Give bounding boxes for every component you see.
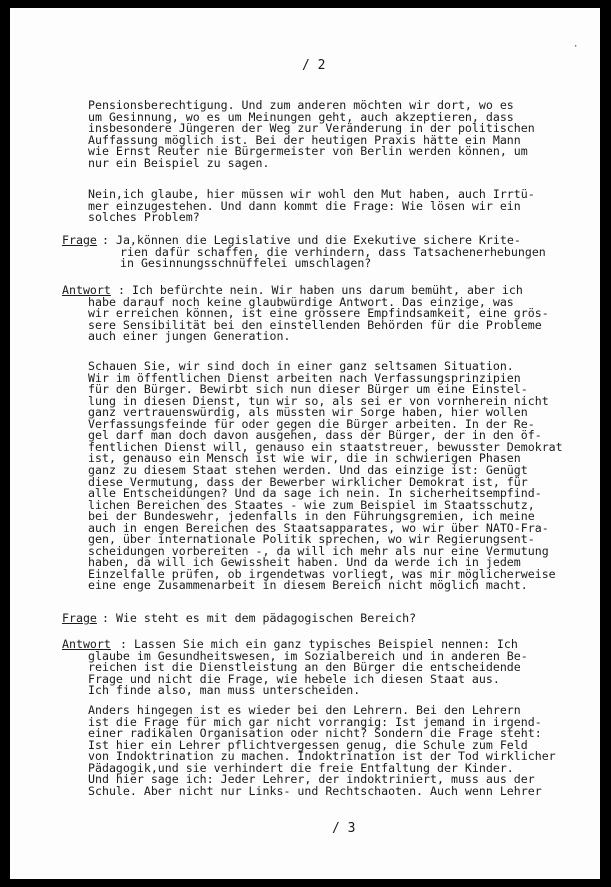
text-line: in Gesinnungsschnüffelei umschlagen?	[120, 256, 372, 271]
text-line: rien dafür schaffen, die verhindern, dass Tatsachenerhebungen	[120, 244, 546, 259]
text-line: alle Entscheidungen? Und da sage ich nein. In sicherheitsempfind-	[88, 486, 542, 501]
text-line: auch einer jungen Generation.	[88, 329, 291, 344]
text-line: Ist hier ein Lehrer pflichtvergessen genug, die Schule zum Feld	[88, 737, 528, 752]
text-line: reichen ist die Dienstleistung an den Bürger die entscheidende	[88, 660, 521, 675]
text-line: scheidungen vorbereiten -, da will ich mehr als nur eine Vermutung	[88, 543, 549, 558]
text-line: haben, da will ich Gewissheit haben. Und da werde ich in jedem	[88, 555, 521, 570]
text-line: Auffassung möglich ist. Bei der heutigen Praxis hätte ein Mann	[88, 132, 521, 147]
document-page	[10, 8, 600, 879]
text-line: um Gesinnung, wo es um Meinungen geht, auch akzeptieren, dass	[88, 109, 514, 124]
text-line: insbesondere Jüngeren der Weg zur Veränderung in der politischen	[88, 121, 535, 136]
text-line: Verfassungsfeinde für oder gegen die Bürger arbeiten. In der Re-	[88, 416, 535, 431]
answer-label: Antwort	[62, 283, 111, 297]
text-line: von Indoktrination zu machen. Indoktrination ist der Tod wirklicher	[88, 749, 556, 764]
text-line: Pädagogik,und sie verhindert die freie Entfaltung der Kinder.	[88, 760, 514, 775]
text-line: Ich finde also, man muss unterscheiden.	[88, 683, 361, 698]
text-line: eine enge Zusammenarbeit in diesem Bereich nicht möglich macht.	[88, 578, 528, 593]
text-line: : Ja,können die Legislative und die Exekutive sichere Krite-	[102, 233, 521, 247]
question-label: Frage	[62, 611, 97, 625]
text-line: : Lassen Sie mich ein ganz typisches Beispiel nennen: Ich	[120, 637, 518, 651]
answer-label: Antwort	[62, 637, 111, 651]
question-label: Frage	[62, 233, 97, 247]
text-line: gen, über internationale Politik sprechen, wo wir Regierungsent-	[88, 532, 535, 547]
text-line: lichen Bereichen des Staates - wie zum Beispiel im Staatsschutz,	[88, 497, 535, 512]
text-line: : Ich befürchte nein. Wir haben uns darum bemüht, aber ich	[118, 283, 523, 297]
text-line: Schule. Aber nicht nur Links- und Rechtschaoten. Auch wenn Lehrer	[88, 783, 542, 798]
text-line: Einzelfalle prüfen, ob irgendetwas vorliegt, was mir möglicherweise	[88, 566, 556, 581]
text-line: bei der Bundeswehr, jedenfalls in den Führungsgremien, ich meine	[88, 509, 535, 524]
text-line: ist, genauso ein Mensch ist wie wir, die in schwierigen Phasen	[88, 451, 521, 466]
text-line: solches Problem?	[88, 210, 200, 225]
text-line: ganz zu diesem Staat stehen werden. Und das einzige ist: Genügt	[88, 462, 528, 477]
text-line: nur ein Beispiel zu sagen.	[88, 155, 270, 170]
text-line: Schauen Sie, wir sind doch in einer ganz seltsamen Situation.	[88, 359, 514, 373]
text-line: ganz vertrauenswürdig, als müssten wir Sorge haben, hier wollen	[88, 405, 528, 420]
text-line: wir erreichen können, ist eine grössere Empfindsamkeit, eine grös-	[88, 306, 549, 321]
text-line: mer einzugestehen. Und dann kommt die Frage: Wie lösen wir ein	[88, 198, 521, 213]
text-line: für den Bürger. Bewirbt sich nun dieser Bürger um eine Einstel-	[88, 382, 528, 397]
text-line: Frage und nicht die Frage, wie hebele ich diesen Staat aus.	[88, 671, 500, 686]
text-line: auch in engen Bereichen des Staatsapparates, wo wir über NATO-Fra-	[88, 520, 549, 535]
text-line: Anders hingegen ist es wieder bei den Lehrern. Bei den Lehrern	[88, 703, 521, 717]
text-line: gel darf man doch davon ausgehen, dass der Bürger, der in den öf-	[88, 428, 542, 443]
scan-mark: ·	[573, 42, 579, 52]
text-line: fentlichen Dienst will, genauso ein staatstreuer, bewusster Demokrat	[88, 439, 563, 454]
page-number-footer: / 3	[332, 821, 356, 836]
text-line: Und hier sage ich: Jeder Lehrer, der indoktriniert, muss aus der	[88, 772, 535, 787]
text-line: Wir im öffentlichen Dienst arbeiten nach Verfassungsprinzipien	[88, 370, 521, 385]
text-line: wie Ernst Reuter nie Bürgermeister von Berlin werden können, um	[88, 144, 528, 159]
text-line: : Wie steht es mit dem pädagogischen Bereich?	[102, 611, 417, 625]
text-line: diese Vermutung, dass der Bewerber wirklicher Demokrat ist, für	[88, 474, 528, 489]
text-line: Pensionsberechtigung. Und zum anderen möchten wir dort, wo es	[88, 98, 514, 112]
text-line: lung in diesen Dienst, tun wir so, als sei er von vornherein nicht	[88, 393, 549, 408]
text-line: einer radikalen Organisation oder nicht? Sondern die Frage steht:	[88, 726, 542, 741]
text-line: habe darauf noch keine glaubwürdige Antwort. Das einzige, was	[88, 294, 514, 309]
text-line: ist die Frage für mich gar nicht vorrangig: Ist jemand in irgend-	[88, 714, 542, 729]
page-number-header: / 2	[302, 58, 326, 73]
text-line: sere Sensibilität bei den einstellenden Behörden für die Probleme	[88, 317, 542, 332]
text-line: glaube im Gesundheitswesen, im Sozialbereich und in anderen Be-	[88, 648, 528, 663]
text-line: Nein,ich glaube, hier müssen wir wohl den Mut haben, auch Irrtü-	[88, 187, 535, 201]
